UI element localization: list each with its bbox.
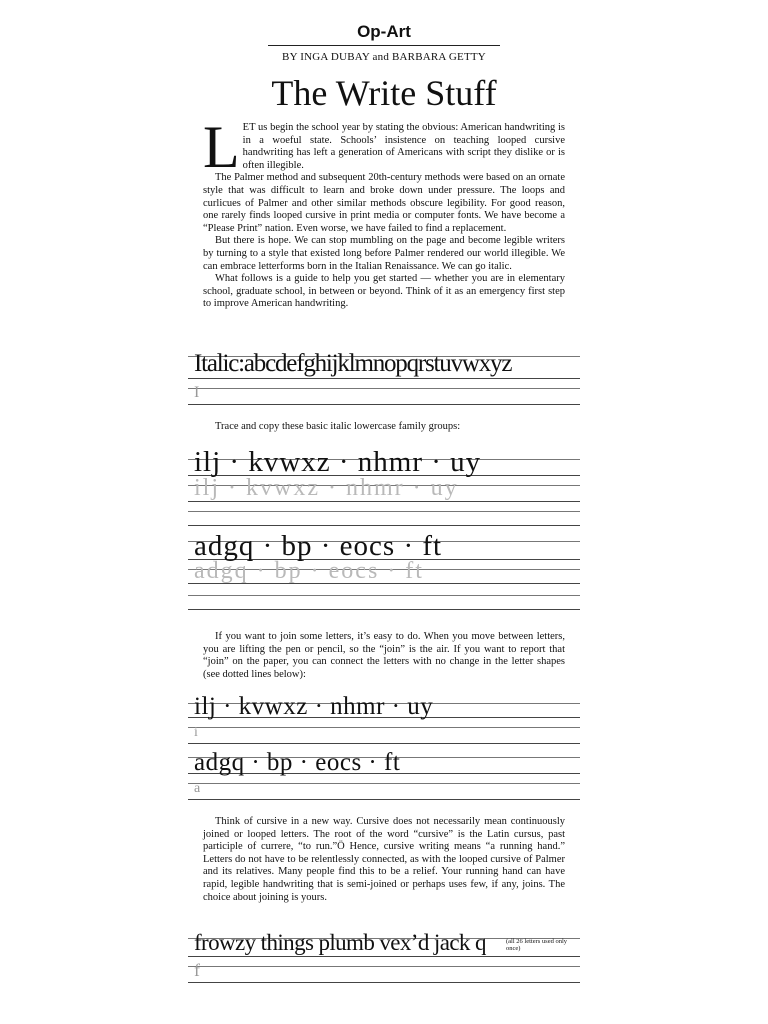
intro-paragraph-3: But there is hope. We can stop mumbling on the page and become legible writers by turning to a style that existed long before Palmer rendered our world illegible. We can embrace letterforms born in the Italian Renaissance. We can go italic. — [203, 235, 565, 272]
family-row-2: adgq · bp · eocs · ft — [194, 530, 443, 562]
base-line — [188, 525, 580, 526]
base-line — [188, 378, 580, 379]
intro-paragraph-1 — [203, 114, 565, 180]
base-line — [188, 799, 580, 800]
guide-line — [188, 966, 580, 967]
guide-line — [188, 595, 580, 596]
guide-line — [188, 727, 580, 728]
guide-line — [188, 783, 580, 784]
guide-line — [188, 511, 580, 512]
joined-row-2-start: a — [194, 781, 201, 796]
join-paragraph: If you want to join some letters, it’s easy to do. When you move between letters, you are lifting the pen or pencil, so the “join” is the air. If you want to report that “join” on the paper, you can connect the letters with no change in the letter shapes (see dotted lines below): — [203, 631, 565, 680]
alphabet-start-letter: I — [194, 384, 200, 401]
cursive-paragraph: Think of cursive in a new way. Cursive does not necessarily mean continuously joined or looped letters. The root of the word “cursive” is the Latin cursus, past participle of currere, “to run.”Ö Hence, cursive writing means “a running hand.” Letters do not have to be relentlessly connected, as with the looped cursive of Palmer and its relatives. Many people find this to be a relief. Your running hand can have rapid, legible handwriting that is semi-joined or perhaps uses few, if any, joins. The choice about joining is yours. — [203, 816, 565, 903]
pangram-sample: frowzy things plumb vex’d jack q — [194, 930, 486, 955]
cursive-text — [203, 816, 565, 904]
family-groups-worksheet — [188, 445, 580, 615]
intro-paragraph-1-text: ET us begin the school year by stating the obvious: American handwriting is in a woeful state. Schools’ insistence on teaching looped cursive handwriting has left a generation of Americans with script they dislike or is often illegible. — [242, 122, 565, 171]
joined-row-1-start: i — [194, 725, 198, 740]
family-row-1: ilj · kvwxz · nhmr · uy — [194, 446, 482, 478]
base-line — [188, 743, 580, 744]
base-line — [188, 956, 580, 957]
guide-line — [188, 388, 580, 389]
intro-paragraph-4: What follows is a guide to help you get started — whether you are in elementary school, graduate school, in between or beyond. Think of it as an emergency first step to improve American handwriting. — [203, 273, 565, 310]
section-label: Op-Art — [357, 22, 411, 41]
joined-row-2: adgq · bp · eocs · ft — [194, 749, 401, 776]
alphabet-worksheet — [188, 348, 580, 408]
joined-row-1: ilj · kvwxz · nhmr · uy — [194, 693, 434, 720]
alphabet-sample: Italic:abcdefghijklmnopqrstuvwxyz — [194, 350, 512, 377]
join-text — [203, 631, 565, 681]
pangram-start-letter: f — [194, 960, 200, 980]
intro-paragraph-2: The Palmer method and subsequent 20th-century methods were based on an ornate style that was difficult to learn and broke down under pressure. The loops and curlicues of Palmer and other similar methods obscure legibility. For good reason, one rarely finds looped cursive in print media or computer fonts. We have become a “Please Print” nation. Even worse, we have failed to find a replacement. — [203, 172, 565, 234]
family-row-1-trace: ilj · kvwxz · nhmr · uy — [194, 475, 459, 501]
article-title: The Write Stuff — [271, 73, 497, 113]
trace-instructions: Trace and copy these basic italic lowercase family groups: — [215, 421, 461, 432]
joined-groups-worksheet — [188, 695, 580, 807]
pangram-note: (all 26 letters used only once) — [506, 938, 568, 952]
intro-text — [203, 114, 565, 311]
pangram-worksheet — [188, 930, 580, 990]
base-line — [188, 609, 580, 610]
base-line — [188, 404, 580, 405]
byline: BY INGA DUBAY and BARBARA GETTY — [282, 51, 486, 63]
base-line — [188, 982, 580, 983]
header-rule — [268, 45, 500, 46]
drop-cap: L — [203, 114, 240, 180]
family-row-2-trace: adgq · bp · eocs · ft — [194, 558, 424, 584]
